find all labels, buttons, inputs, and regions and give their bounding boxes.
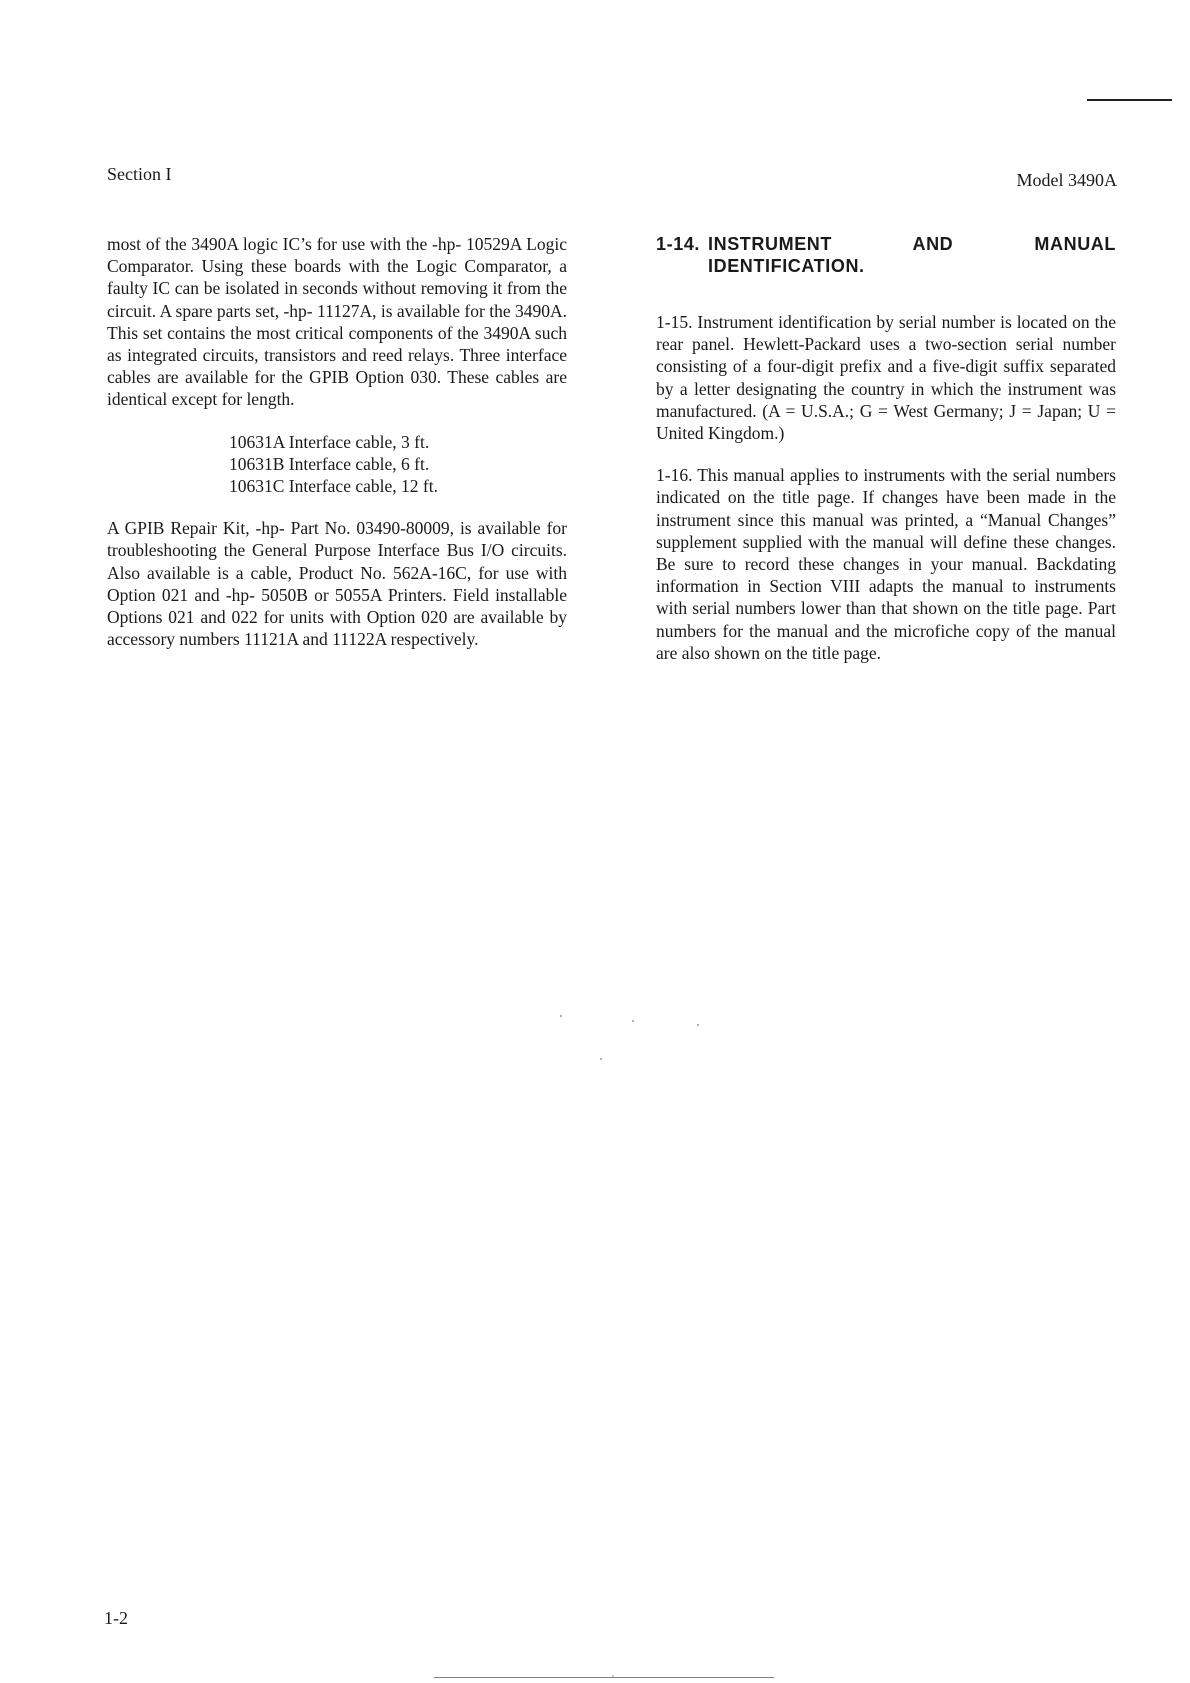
cable-item: 10631C Interface cable, 12 ft. (229, 476, 438, 497)
scan-speck (600, 1058, 602, 1060)
paragraph-spares: most of the 3490A logic IC’s for use with the -hp- 10529A Logic Comparator. Using these boards with the Logic Comparator, a faulty IC can be isolated in seconds without removing it from the circuit. A spare parts set, -hp- 11127A, is available for the 3490A. This set contains the most critical components of the 3490A such as integrated circuits, transistors and reed relays. Three interface cables are available for the GPIB Option 030. These cables are identical except for length. (107, 234, 567, 410)
cable-item: 10631B Interface cable, 6 ft. (229, 453, 430, 474)
model-label: Model 3490A (1016, 170, 1117, 190)
interface-cable-list (107, 431, 567, 498)
left-column (107, 233, 567, 650)
heading-number: 1-14. (656, 234, 701, 254)
paragraph-1-15: 1-15. Instrument identification by serial number is located on the rear panel. Hewlett-Packard uses a two-section serial number consisting of a four-digit prefix and a five-digit suffix separated by a letter designating the country in which the instrument was manufactured. (A = U.S.A.; G = West Germany; J = Japan; U = United Kingdom.) (656, 312, 1116, 444)
paragraph-gpib-repair-kit: A GPIB Repair Kit, -hp- Part No. 03490-80009, is available for troubleshooting the General Purpose Interface Bus I/O circuits. Also available is a cable, Product No. 562A-16C, for use with Option 021 and -hp- 5050B or 5055A Printers. Field installable Options 021 and 022 for units with Option 020 are available by accessory numbers 11121A and 11122A respectively. (107, 518, 567, 650)
heading-title: INSTRUMENT AND MANUAL IDENTIFICATION. (708, 234, 1116, 276)
scan-corner-mark (1087, 99, 1172, 101)
right-column (656, 233, 1116, 664)
section-label: Section I (107, 164, 172, 184)
scan-speck (560, 1015, 562, 1017)
bottom-scan-line (434, 1677, 774, 1678)
cable-item: 10631A Interface cable, 3 ft. (229, 431, 430, 452)
paragraph-1-16: 1-16. This manual applies to instruments with the serial numbers indicated on the title page. If changes have been made in the instrument since this manual was printed, a “Manual Changes” supplement supplied with the manual will define these changes. Be sure to record these changes in your manual. Backdating information in Section VIII adapts the manual to instruments with serial numbers lower than that shown on the title page. Part numbers for the manual and the microfiche copy of the manual are also shown on the title page. (656, 465, 1116, 663)
page-number: 1-2 (104, 1608, 128, 1628)
section-heading (656, 233, 1116, 277)
scan-speck (632, 1020, 634, 1022)
scan-speck (697, 1024, 699, 1026)
